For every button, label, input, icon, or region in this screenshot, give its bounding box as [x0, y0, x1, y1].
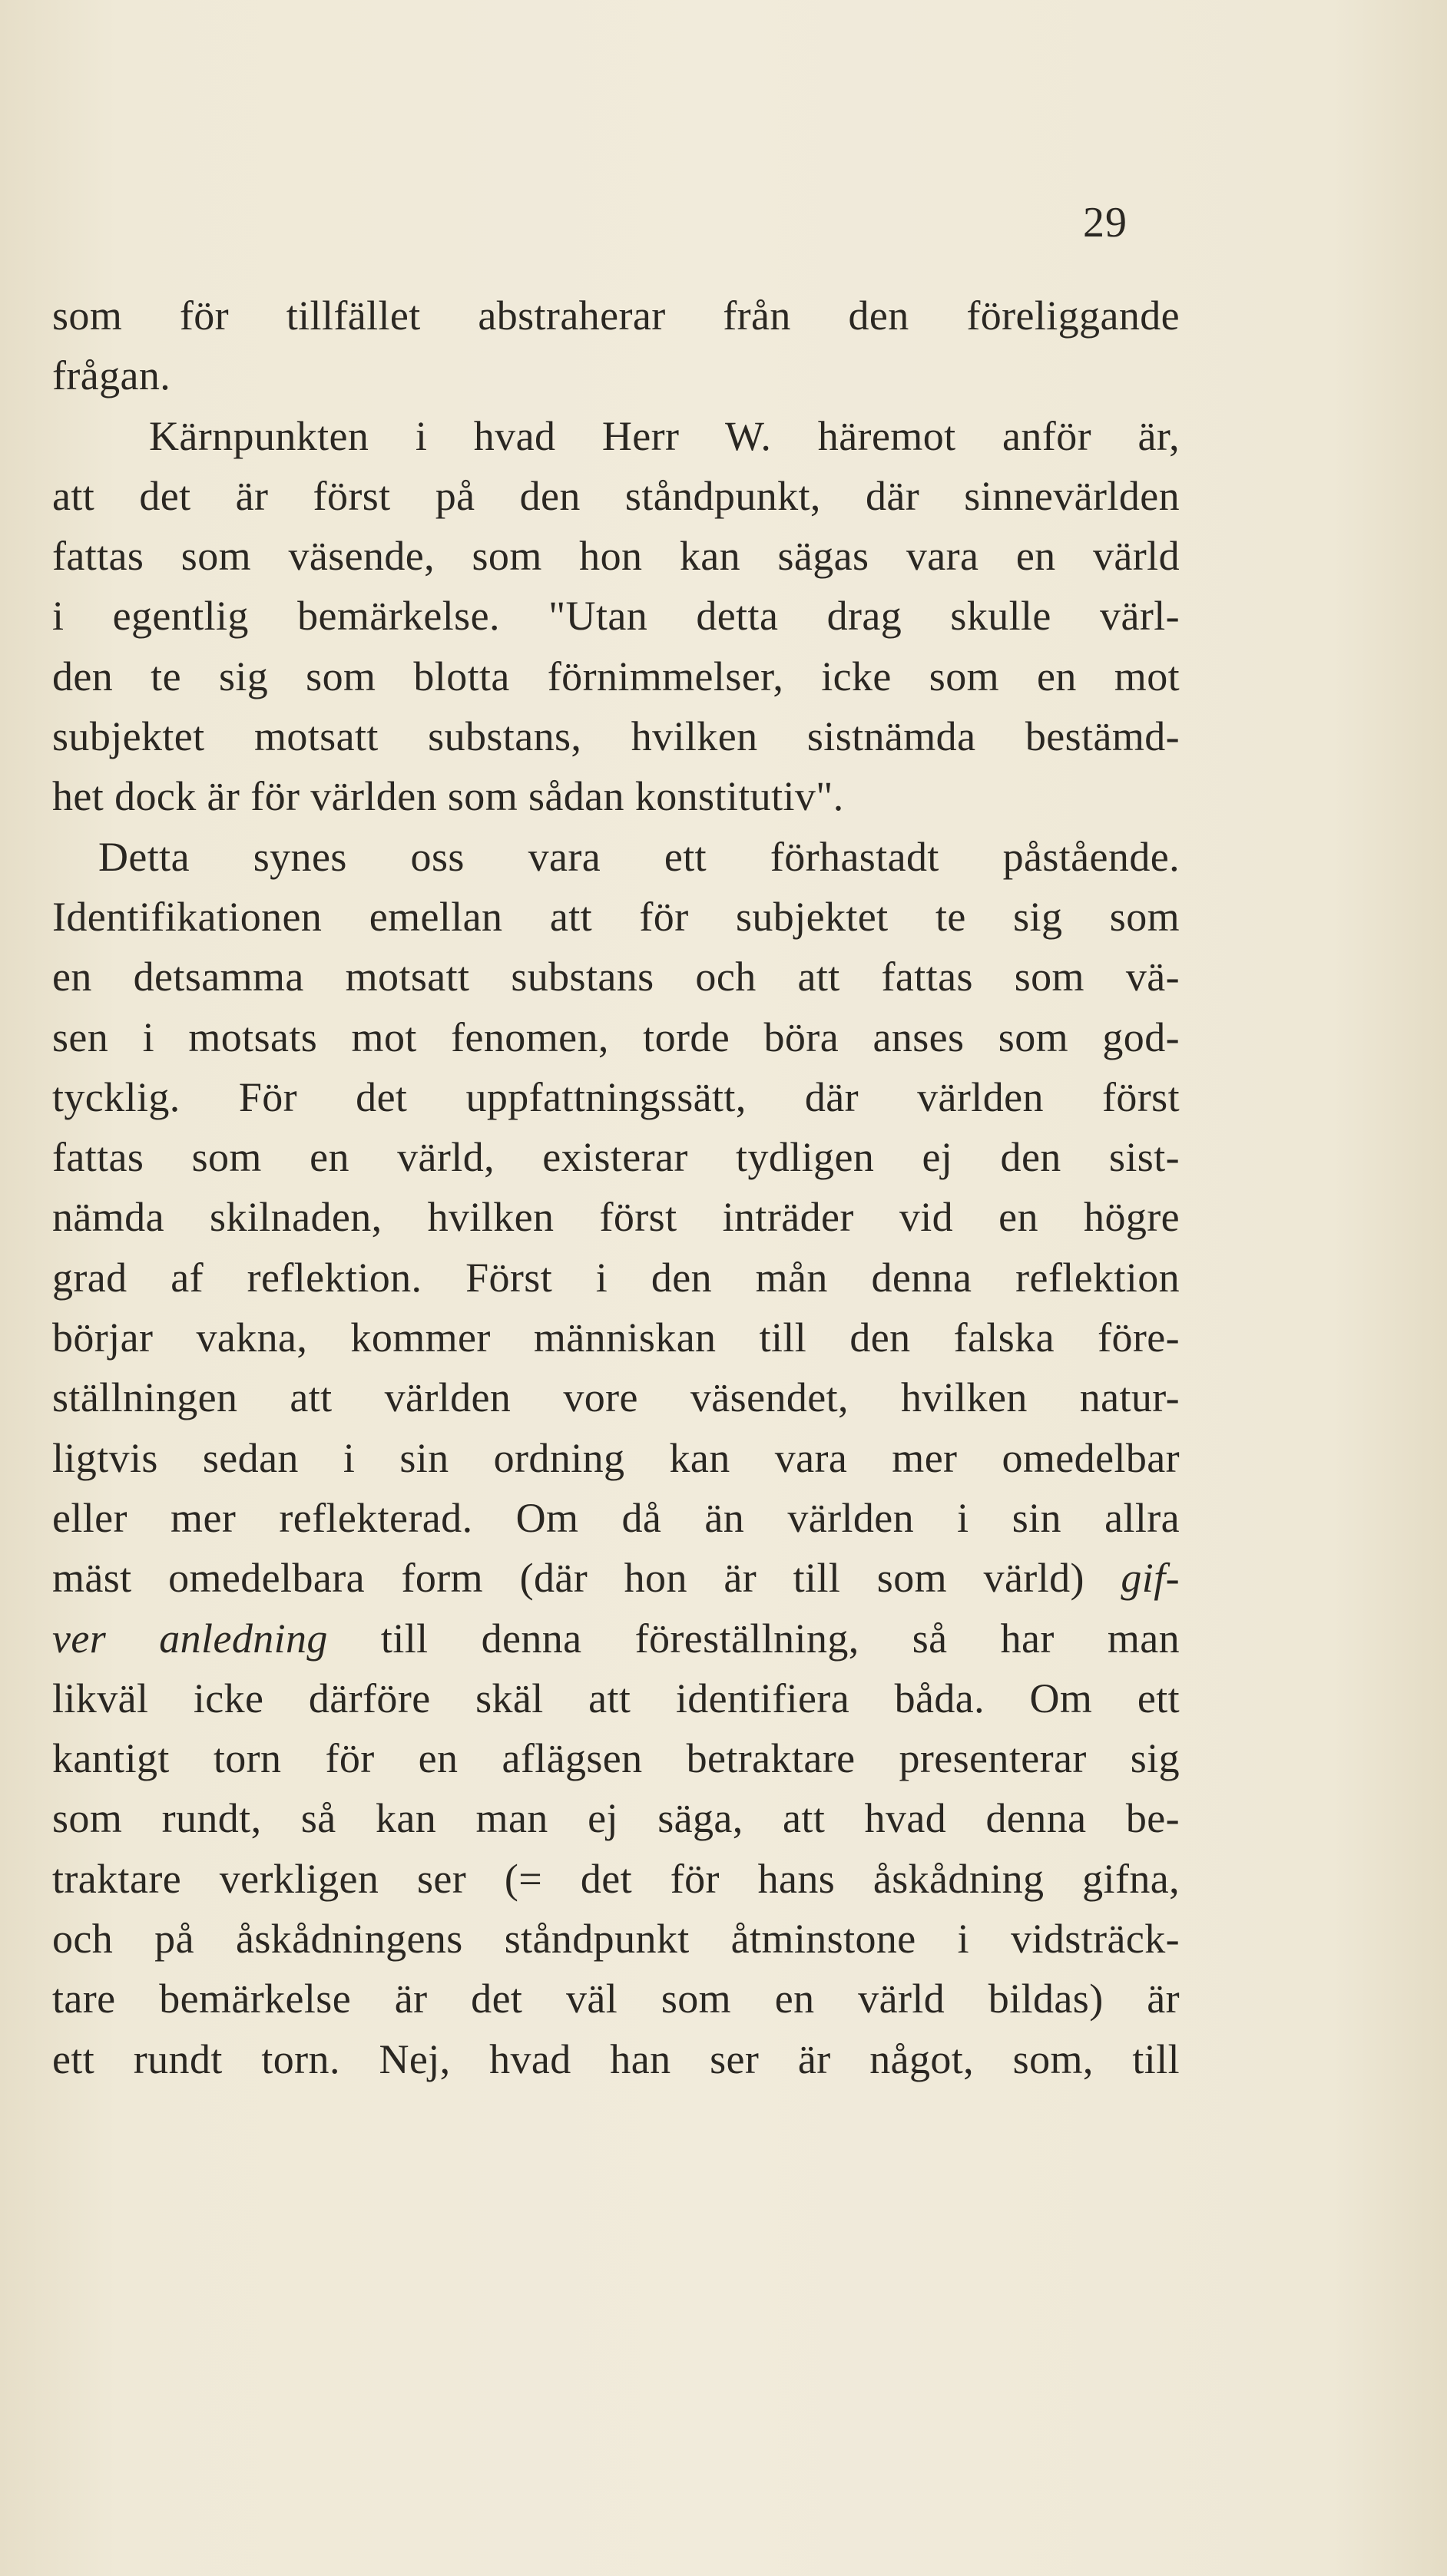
- text-line: traktare verkligen ser (= det för hans åskådning gifna,: [52, 1855, 1180, 1902]
- text-line: den te sig som blotta förnimmelser, icke som en mot: [52, 653, 1180, 699]
- text-line: grad af reflektion. Först i den mån denna reflektion: [52, 1254, 1180, 1301]
- page-number: 29: [1083, 199, 1127, 246]
- text-line: fattas som väsende, som hon kan sägas vara en värld: [52, 533, 1180, 580]
- text-line: fattas som en värld, existerar tydligen ej den sist-: [52, 1134, 1180, 1181]
- text-line: subjektet motsatt substans, hvilken sistnämda bestämd-: [52, 713, 1180, 760]
- text-line: tare bemärkelse är det väl som en värld bildas) är: [52, 1976, 1180, 2022]
- paragraph-start-line: Kärnpunkten i hvad Herr W. häremot anför är,: [149, 412, 1180, 459]
- text-line: sen i motsats mot fenomen, torde böra anses som god-: [52, 1014, 1180, 1060]
- text-line: Identifikationen emellan att för subjektet te sig som: [52, 893, 1180, 940]
- italic-segment: ver: [52, 1615, 107, 1662]
- text-line: eller mer reflekterad. Om då än världen i sin allra: [52, 1494, 1180, 1541]
- text-line-with-italic: [52, 1609, 1180, 1668]
- text-line: tycklig. För det uppfattningssätt, där världen först: [52, 1073, 1180, 1120]
- text-line: och på åskådningens ståndpunkt åtminstone i vidsträck-: [52, 1916, 1180, 1963]
- text-line: som rundt, så kan man ej säga, att hvad denna be-: [52, 1795, 1180, 1842]
- text-line: i egentlig bemärkelse. "Utan detta drag skulle värl-: [52, 593, 1180, 640]
- text-line: likväl icke därföre skäl att identifiera båda. Om ett: [52, 1675, 1180, 1721]
- text-line: ställningen att världen vore väsendet, hvilken natur-: [52, 1374, 1180, 1421]
- italic-segment: anledning: [159, 1615, 328, 1662]
- text-segment: mäst omedelbara form (där hon är till som värld): [52, 1555, 1121, 1602]
- text-line: nämda skilnaden, hvilken först inträder vid en högre: [52, 1194, 1180, 1241]
- paragraph-start-line: Detta synes oss vara ett förhastadt påstående.: [98, 833, 1180, 880]
- italic-segment: gif-: [1121, 1555, 1180, 1602]
- text-line: frågan.: [52, 352, 171, 399]
- text-line: ett rundt torn. Nej, hvad han ser är något, som, till: [52, 2035, 1180, 2082]
- text-line: het dock är för världen som sådan konstitutiv".: [52, 773, 844, 820]
- text-line: en detsamma motsatt substans och att fattas som vä-: [52, 954, 1180, 1000]
- text-line: ligtvis sedan i sin ordning kan vara mer omedelbar: [52, 1434, 1180, 1481]
- text-line: börjar vakna, kommer människan till den falska före-: [52, 1314, 1180, 1361]
- text-line-with-italic: [52, 1548, 1180, 1608]
- text-line: att det är först på den ståndpunkt, där sinnevärlden: [52, 472, 1180, 519]
- text-segment: till denna föreställning, så har man: [327, 1615, 1180, 1662]
- body-text: [52, 286, 1180, 2089]
- text-line: som för tillfället abstraherar från den föreliggande: [52, 293, 1180, 339]
- text-line: kantigt torn för en aflägsen betraktare presenterar sig: [52, 1735, 1180, 1782]
